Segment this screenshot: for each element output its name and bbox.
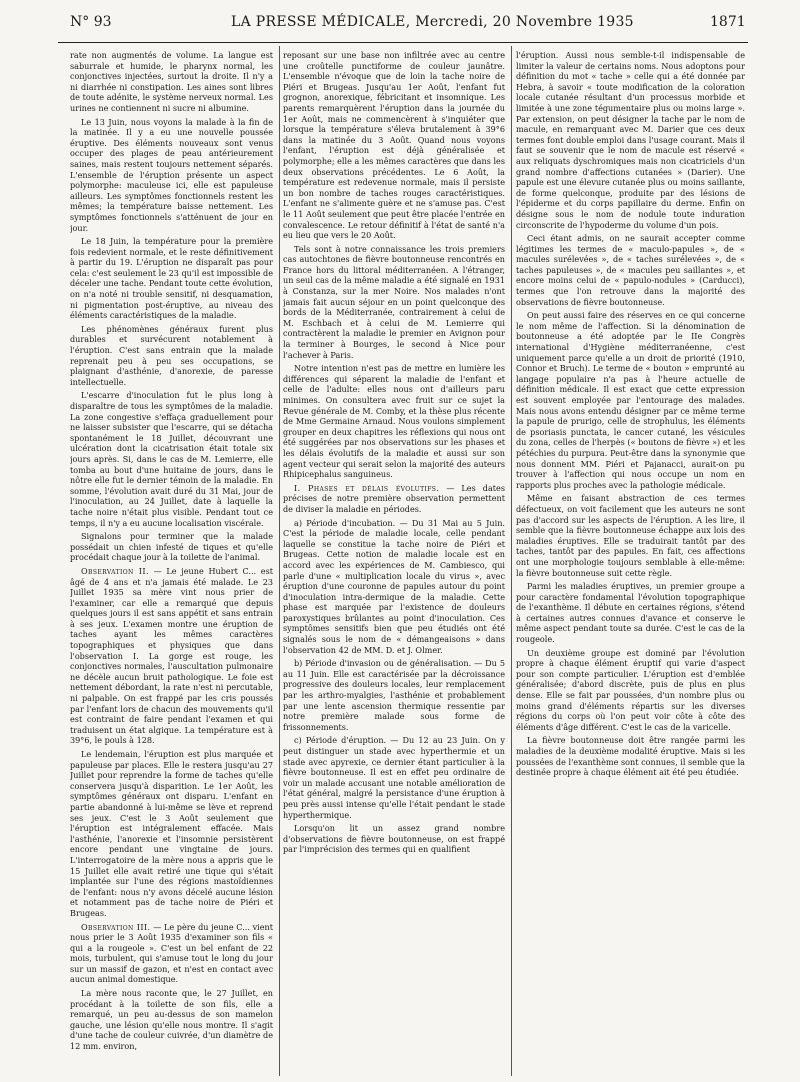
paragraph: [70, 117, 273, 234]
text-column-1: [70, 50, 273, 1075]
paragraph-text: Même en faisant abstraction de ces termes défectueux, on voit facilement que les auteurs ne sont pas d'accord sur les aspects de l'éruption. A les lire, il semble que la fièvre boutonneuse échappe aux lois des maladies éruptives. Elle se traduirait tantôt par des taches, tantôt par des papules. En fait, ces affections ont une morphologie toujours semblable à elle-même: la fièvre boutonneuse suit cette règle.: [516, 493, 745, 578]
paragraph-text: La fièvre boutonneuse doit être rangée parmi les maladies de la deuxième modalité éruptive. Mais si les poussées de l'exanthème sont connues, il semble que la destinée propre à chaque élément ait été peu étudiée.: [516, 735, 745, 778]
paragraph-text: a) Période d'incubation. — Du 31 Mai au 5 Juin. C'est la période de maladie locale, celle pendant laquelle se constitue la tache noire de Piéri et Brugeas. Cette notion de maladie locale est en accord avec les expériences de M. Cambiesco, qui parle d'une « multiplication locale du virus », avec éruption d'une couronne de papules autour du point d'inoculation intra-dermique de la maladie. Cette phase est marquée par l'existence de douleurs paroxystiques brûlantes au point d'inoculation. Ces symptômes sensitifs bien que peu étudiés ont été signalés sous le nom de « démangeaisons » dans l'observation 42 de MM. D. et J. Olmer.: [283, 517, 505, 655]
paragraph-text: Ceci étant admis, on ne saurait accepter comme légitimes les termes de « maculo-papules », de « macules surélevées », de « taches surélevées », de « taches papuleuses », de « macules peu saillantes », et encore moins celui de « papulo-nodules » (Carducci), termes que l'on retrouve dans la majorité des observations de fièvre boutonneuse.: [516, 233, 745, 307]
paragraph-text: c) Période d'éruption. — Du 12 au 23 Juin. On y peut distinguer un stade avec hyperthermie et un stade avec apyrexie, ce dernier étant particulier à la fièvre boutonneuse. Il est en effet peu ordinaire de voir un malade accusant une notable amélioration de l'état général, malgré la persistance d'une éruption à peu près aussi intense qu'elle l'était pendant le stade hyperthermique.: [283, 735, 505, 820]
paragraph: [516, 648, 745, 733]
paragraph-text: Tels sont à notre connaissance les trois premiers cas autochtones de fièvre boutonneuse rencontrés en France hors du littoral méditerranéen. A l'étranger, un seul cas de la même maladie a été signalé en 1931 à Constanza, sur la mer Noire. Nos malades n'ont jamais fait aucun séjour en un point quelconque des bords de la Méditerranée, contrairement à celui de M. Eschbach et à celui de M. Lemierre qui contractèrent la maladie le premier en Avignon pour la terminer à Bourges, le second à Nice pour l'achever à Paris.: [283, 243, 505, 360]
paragraph: [516, 735, 745, 777]
paragraph-text: Les phénomènes généraux furent plus durables et survécurent notablement à l'éruption. C'est sans entrain que la malade reprenait peu à peu ses occupations, se plaignant d'asthénie, d'anorexie, de paresse intellectuelle.: [70, 323, 273, 387]
paragraph: [516, 50, 745, 230]
paragraph-text: Notre intention n'est pas de mettre en lumière les différences qui séparent la maladie de l'enfant et celle de l'adulte: elles nous ont d'ailleurs paru minimes. On consultera avec fruit sur ce sujet la Revue générale de M. Comby, et la thèse plus récente de Mme Germaine Arnaud. Nous voulons simplement grouper en deux chapitres les réflexions qui nous ont été suggérées par nos observations sur les phases et les délais évolutifs de la maladie et aussi sur son agent vecteur qui serait selon la majorité des auteurs Rhipicephalus sanguineus.: [283, 363, 505, 480]
paragraph: [70, 566, 273, 746]
paragraph: [283, 50, 505, 241]
paragraph-text: Le 13 Juin, nous voyons la malade à la fin de la matinée. Il y a eu une nouvelle poussée éruptive. Des éléments nouveaux sont venus occuper des plages de peau antérieurement saines, mais restent toujours nettement séparés. L'ensemble de l'éruption présente un aspect polymorphe: maculeuse ici, elle est papuleuse ailleurs. Les symptômes fonctionnels restent les mêmes; la température baisse nettement. Les symptômes fonctionnels s'atténuent de jour en jour.: [70, 116, 273, 233]
paragraph: [283, 823, 505, 855]
paragraph-text: La mère nous raconte que, le 27 Juillet, en procédant à la toilette de son fils, elle a remarqué, un peu au-dessus de son mamelon gauche, une lésion qu'elle nous montre. Il s'agit d'une tache de couleur cuivrée, d'un diamètre de 12 mm. environ,: [70, 988, 273, 1052]
paragraph: [516, 310, 745, 490]
paragraph: [70, 988, 273, 1052]
paragraph-text: — Le jeune Hubert C... est âgé de 4 ans et n'a jamais été malade. Le 23 Juillet 1935 sa mère vint nous prier de l'examiner, car elle a remarqué que depuis quelques jours il est sans appétit et sans entrain à ses jeux. L'examen montre une éruption de taches ayant les mêmes caractères topographiques et physiques que dans l'observation I. La gorge est rouge, les conjonctives normales, l'auscultation pulmonaire ne décèle aucun bruit pathologique. Le foie est nettement débordant, la rate n'est ni percutable, ni palpable. On est frappé par les cris poussés par l'enfant lors de chacun des mouvements qu'il est contraint de faire pendant l'examen et qui traduisent un état algique. La température est à 39°6, le pouls à 128.: [70, 565, 273, 746]
paragraph: [283, 518, 505, 656]
paragraph-text: Lorsqu'on lit un assez grand nombre d'observations de fièvre boutonneuse, on est frappé par l'imprécision des termes qui en qualifient: [283, 823, 505, 855]
issue-number: N° 93: [70, 14, 112, 30]
paragraph-text: Signalons pour terminer que la malade possédait un chien infesté de tiques et qu'elle procédait chaque jour à la toilette de l'animal.: [70, 531, 273, 563]
paragraph-text: b) Période d'invasion ou de généralisation. — Du 5 au 11 Juin. Elle est caractérisée par la décroissance progressive des douleurs locales, leur remplacement par les arthro-myalgies, l'asthénie et probablement par une lente ascension thermique ressentie par notre première malade sous forme de frissonnements.: [283, 658, 505, 732]
section-label: Observation III.: [81, 921, 151, 932]
text-column-2: [283, 50, 505, 1075]
paragraph-text: — Les dates précises de notre première observation permettent de diviser la maladie en périodes.: [283, 482, 505, 514]
paragraph: [516, 493, 745, 578]
page-header: [0, 0, 800, 34]
paragraph: [516, 581, 745, 645]
paragraph: [70, 236, 273, 321]
column-divider: [511, 46, 512, 1076]
paragraph: [70, 390, 273, 528]
section-label: I. Phases et délais évolutifs.: [294, 482, 440, 493]
paragraph: [70, 324, 273, 388]
paragraph-text: l'éruption. Aussi nous semble-t-il indispensable de limiter la valeur de certains noms. Nous adoptons pour définition du mot « tache » celle qui a été donnée par Hebra, à savoir « toute modification de la coloration locale cutanée résultant d'un processus morbide et limitée à une zone tégumentaire plus ou moins large ». Par extension, on peut désigner la tache par le nom de macule, en remarquant avec M. Darier que ces deux termes font double emploi dans l'usage courant. Mais il faut se souvenir que le nom de macule est réservé « aux reliquats dyschromiques mais non cicatriciels d'un grand nombre d'affections cutanées » (Darier). Une papule est une élevure cutanée plus ou moins saillante, de forme quelconque, produite par des lésions de l'épiderme et du corps papillaire du derme. Enfin on désigne sous le nom de nodule toute induration circonscrite de l'hypoderme du volume d'un pois.: [516, 50, 745, 230]
paragraph: [70, 50, 273, 114]
paragraph: [283, 735, 505, 820]
paragraph: [283, 483, 505, 515]
section-label: Observation II.: [81, 565, 149, 576]
paragraph: [283, 244, 505, 361]
paragraph-text: L'escarre d'inoculation fut le plus long à disparaître de tous les symptômes de la maladie. La zone congestive s'effaça graduellement pour ne laisser subsister que l'escarre, qui se détacha spontanément le 18 Juillet, découvrant une ulcération dont la cicatrisation était totale six jours après. Si, dans le cas de M. Lemierre, elle tomba au bout d'une huitaine de jours, dans le nôtre elle fut le dernier témoin de la maladie. En somme, l'évolution avait duré du 31 Mai, jour de l'inoculation, au 24 Juillet, date à laquelle la tache noire n'était plus visible. Pendant tout ce temps, il n'y a eu aucune localisation viscérale.: [70, 390, 273, 528]
paragraph-text: Un deuxième groupe est dominé par l'évolution propre à chaque élément éruptif qui varie d'aspect pour son compte particulier. L'éruption est d'emblée généralisée; d'abord discrète, puis de plus en plus dense. Elle se fait par poussées, d'un nombre plus ou moins grand d'éléments répartis sur les diverses régions du corps où l'on peut voir côte à côte des éléments d'âge différent. C'est le cas de la varicelle.: [516, 647, 745, 732]
paragraph-text: Le lendemain, l'éruption est plus marquée et papuleuse par places. Elle le restera jusqu'au 27 Juillet pour reprendre la forme de taches qu'elle conservera jusqu'à disparition. Le 1er Août, les symptômes généraux ont disparu. L'enfant en partie abandonné à lui-même se lève et reprend ses jeux. C'est le 3 Août seulement que l'éruption est intégralement effacée. Mais l'asthénie, l'anorexie et l'insomnie persistèrent encore pendant une vingtaine de jours. L'interrogatoire de la mère nous a appris que le 15 Juillet elle avait retiré une tique qui s'était implantée sur l'une des régions mastoïdiennes de l'enfant: nous n'y avons décelé aucune lésion et notamment pas de tache noire de Piéri et Brugeas.: [70, 749, 273, 918]
paragraph: [70, 531, 273, 563]
paragraph: [283, 658, 505, 732]
paragraph-text: rate non augmentés de volume. La langue est saburrale et humide, le pharynx normal, les conjonctives injectées, surtout la droite. Il n'y a ni diarrhée ni constipation. Les aines sont libres de toute adénite, le système nerveux normal. Les urines ne contiennent ni sucre ni albumine.: [70, 50, 273, 113]
paragraph-text: reposant sur une base non infiltrée avec au centre une croûtelle punctiforme de couleur jaunâtre. L'ensemble n'évoque que de loin la tache noire de Piéri et Brugeas. Jusqu'au 1er Août, l'enfant fut grognon, anorexique, fébricitant et insomnique. Les parents remarquèrent l'éruption dans la journée du 1er Août, mais ne commencèrent à s'inquiéter que lorsque la température s'éleva brutalement à 39°6 dans la matinée du 3 Août. Quand nous voyons l'enfant, l'éruption est déjà généralisée et polymorphe; elle a les mêmes caractères que dans les deux observations précédentes. Le 6 Août, la température est redevenue normale, mais il persiste un bon nombre de taches rouges caractéristiques. L'enfant ne s'alimente guère et ne s'amuse pas. C'est le 11 Août seulement que peut être placée l'entrée en convalescence. Le retour définitif à l'état de santé n'a eu lieu que vers le 20 Août.: [283, 50, 505, 241]
paragraph: [283, 363, 505, 480]
text-column-3: [516, 50, 745, 1075]
column-divider: [279, 46, 280, 1076]
journal-title: LA PRESSE MÉDICALE, Mercredi, 20 Novembre 1935: [231, 14, 634, 30]
paragraph-text: — Le père du jeune C... vient nous prier le 3 Août 1935 d'examiner son fils « qui a la rougeole ». C'est un bel enfant de 22 mois, turbulent, qui s'amuse tout le long du jour sur un massif de gazon, et n'est en contact avec aucun animal domestique.: [70, 921, 273, 985]
page-number: 1871: [710, 14, 746, 30]
paragraph-text: On peut aussi faire des réserves en ce qui concerne le nom même de l'affection. Si la dénomination de boutonneuse a été adoptée par le IIe Congrès international d'Hygiène méditerranéenne, c'est uniquement parce qu'elle a un droit de priorité (1910, Connor et Bruch). Le terme de « bouton » emprunté au langage populaire n'a pas à l'heure actuelle de définition médicale. Il est exact que cette expression est souvent employée par l'entourage des malades. Mais nous avons entendu désigner par ce même terme la papule de prurigo, celle de strophulus, les éléments de psoriasis punctata, le cancer cutané, les vésicules du zona, celles de l'herpès (« boutons de fièvre ») et les pétéchies du purpura. Peut-être dans la synonymie que nous donnent MM. Piéri et Pajanacci, aurait-on pu trouver à l'affection qui nous occupe un nom en rapports plus proches avec la pathologie médicale.: [516, 310, 745, 490]
paragraph: [70, 749, 273, 919]
paragraph: [70, 922, 273, 986]
header-rule: [58, 42, 748, 43]
paragraph-text: Parmi les maladies éruptives, un premier groupe a pour caractère fondamental l'évolution topographique de l'exanthème. Il débute en certaines régions, s'étend à certaines autres connues d'avance et conserve le même aspect pendant toute sa durée. C'est le cas de la rougeole.: [516, 581, 745, 645]
paragraph: [516, 233, 745, 307]
paragraph-text: Le 18 Juin, la température pour la première fois redevient normale, et le reste définitivement à partir du 19. L'éruption ne disparaît pas pour cela: c'est seulement le 23 qu'il est impossible de déceler une tache. Pendant toute cette évolution, on n'a noté ni trouble sensitif, ni desquamation, ni pigmentation post-éruptive, au niveau des éléments caractéristiques de la maladie.: [70, 236, 273, 321]
